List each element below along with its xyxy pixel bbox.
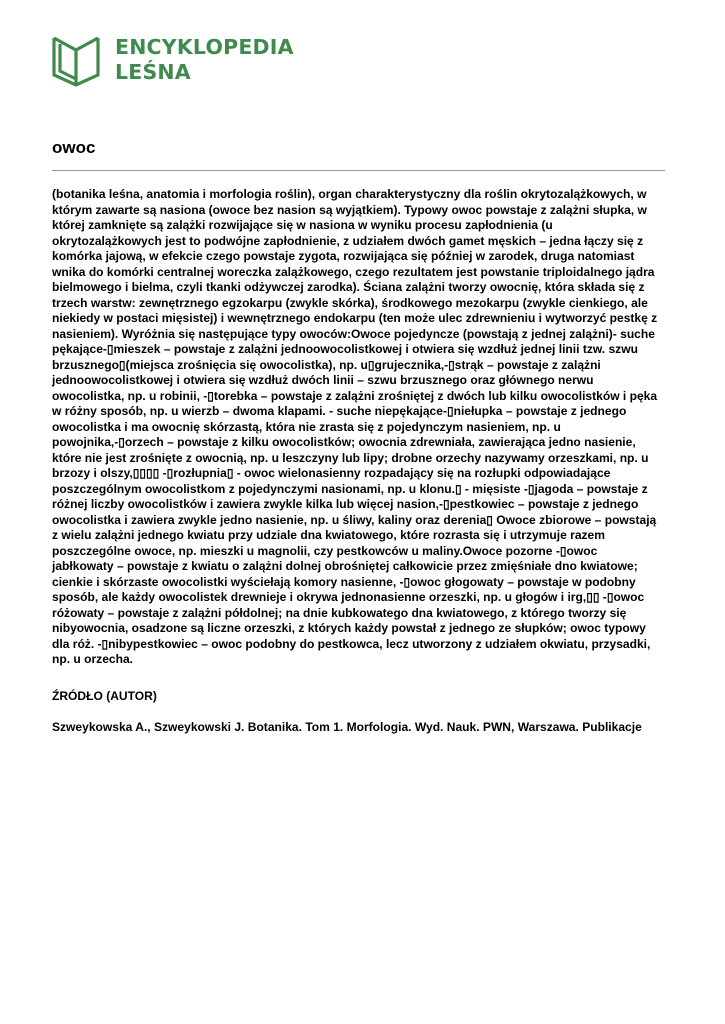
page-title: owoc (52, 138, 96, 157)
source-citation: Szweykowska A., Szweykowski J. Botanika. Tom 1. Morfologia. Wyd. Nauk. PWN, Warszawa. Publikacje (52, 719, 642, 734)
source-heading: ŹRÓDŁO (AUTOR) (52, 688, 157, 703)
encyclopedia-logo[interactable] (52, 33, 292, 91)
open-book-icon (52, 34, 100, 87)
title-divider (52, 170, 665, 171)
logo-line-1: ENCYKLOPEDIA (115, 35, 294, 59)
article-body: (botanika leśna, anatomia i morfologia roślin), organ charakterystyczny dla roślin okrytozalążkowych, w którym zawarte są nasiona (owoce bez nasion są wyjątkiem). Typowy owoc powstaje z zalążni słupka, w której zamknięte są zalążki rozwijające się w nasiona w wyniku procesu zapłodnienia (u okrytozalążkowych jest to podwójne zapłodnienie, z udziałem dwóch gamet męskich – jedna łączy się z komórka jajową, w efekcie czego powstaje zygota, rozwijająca się później w zarodek, druga natomiast wnika do komórki centralnej woreczka zalążkowego, czego rezultatem jest powstanie triploidalnego jądra bielmowego i bielma, czyli tkanki odżywczej zarodka). Ściana zalążni tworzy owocnię, która składa się z trzech warstw: zewnętrznego egzokarpu (zwykle skórka), środkowego mezokarpu (zwykle cienkiego, ale niekiedy w postaci mięsistej) i wewnętrznego endokarpu (ten może ulec zdrewnieniu i wytworzyć pestkę z nasieniem). Wyróżnia się następujące typy owoców:Owoce pojedyncze (powstają z jednej zalążni)- suche pękające-▯mieszek – powstaje z zalążni jednoowocolistkowej i otwiera się wzdłuż jednej linii tzw. szwu brzusznego▯(miejsca zrośnięcia się owocolistka), np. u▯grujecznika,-▯strąk – powstaje z zalążni jednoowocolistkowej i otwiera się wzdłuż dwóch linii – szwu brzusznego oraz głównego nerwu owocolistka, np. u robinii, -▯torebka – powstaje z zalążni zrośniętej z dwóch lub kilku owocolistków i pęka w różny sposób, np. u wierzb – dwoma klapami. - suche niepękające-▯niełupka – powstaje z jednego owocolistka i ma owocnię skórzastą, która nie zrasta się z pojedynczym nasieniem, np. u powojnika,-▯orzech – powstaje z kilku owocolistków; owocnia zdrewniała, zawierająca jedno nasienie, które nie jest zrośnięte z owocnią, np. u leszczyny lub lipy; drobne orzechy nazywamy orzeszkami, np. u brzozy i olszy,▯▯▯▯ -▯rozłupnia▯ - owoc wielonasienny rozpadający się na rozłupki odpowiadające poszczególnym owocolistkom z pojedynczymi nasionami, np. u klonu.▯ - mięsiste -▯jagoda – powstaje z różnej liczby owocolistków i zawiera zwykle kilka lub więcej nasion,-▯pestkowiec – powstaje z jednego owocolistka i zawiera zwykle jedno nasienie, np. u śliwy, kaliny oraz derenia▯ Owoce zbiorowe – powstają z wielu zalążni jednego kwiatu przy udziale dna kwiatowego, które rozrasta się i utrzymuje razem poszczególne owoce, np. mieszki u magnolii, czy pestkowców u maliny.Owoce pozorne -▯owoc jabłkowaty – powstaje z kwiatu o zalążni dolnej obrośniętej całkowicie przez zmięśniałe dno kwiatowe; cienkie i skórzaste owocolistki wyściełają komory nasienne, -▯owoc głogowaty – powstaje w podobny sposób, ale każdy owocolistek drewnieje i okrywa jednonasienne orzeszki, np. u głogów i irg,▯▯ -▯owoc różowaty – powstaje z zalążni półdolnej; na dnie kubkowatego dna kwiatowego, z którego tworzy się nibyowocnia, osadzone są liczne orzeszki, z których każdy powstał z jednego ze słupków; owoc typowy dla róż. -▯nibypestkowiec – owoc podobny do pestkowca, lecz utworzony z udziałem okwiatu, przysadki, np. u orzecha. (52, 187, 658, 666)
logo-wordmark (115, 35, 294, 85)
source-section (52, 673, 672, 751)
logo-line-2: LEŚNA (115, 60, 191, 84)
